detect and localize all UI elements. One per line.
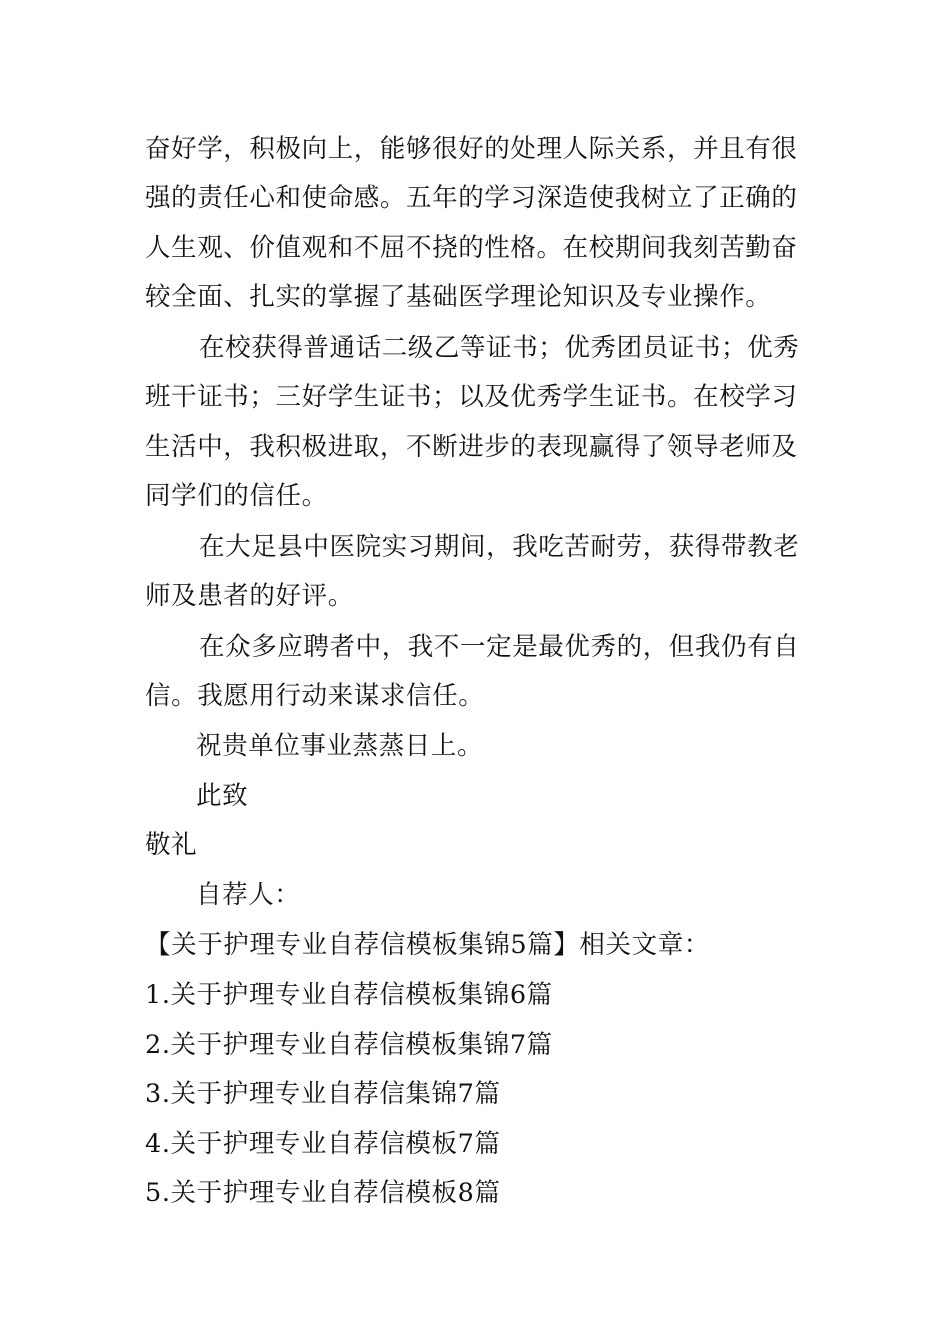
body-text-line: 强的责任心和使命感。五年的学习深造使我树立了正确的: [145, 183, 798, 213]
closing-cizhi: 此致: [196, 781, 249, 811]
paragraph-certificates-start: 在校获得普通话二级乙等证书；优秀团员证书；优秀: [199, 333, 800, 363]
related-article-link[interactable]: 4.关于护理专业自荐信模板7篇: [145, 1129, 501, 1159]
body-text-line: 较全面、扎实的掌握了基础医学理论知识及专业操作。: [145, 282, 772, 312]
related-article-link[interactable]: 1.关于护理专业自荐信模板集锦6篇: [145, 980, 553, 1010]
paragraph-confidence-start: 在众多应聘者中，我不一定是最优秀的，但我仍有自: [199, 632, 800, 662]
closing-wish: 祝贵单位事业蒸蒸日上。: [196, 731, 484, 761]
body-text-line: 信。我愿用行动来谋求信任。: [145, 681, 485, 711]
body-text-line: 人生观、价值观和不屈不挠的性格。在校期间我刻苦勤奋: [145, 233, 798, 263]
body-text-line: 班干证书；三好学生证书；以及优秀学生证书。在校学习: [145, 382, 798, 412]
related-articles-heading: 【关于护理专业自荐信模板集锦5篇】相关文章：: [145, 930, 710, 960]
signature-label: 自荐人：: [196, 880, 301, 910]
related-article-link[interactable]: 3.关于护理专业自荐信集锦7篇: [145, 1079, 501, 1109]
body-text-line: 师及患者的好评。: [145, 581, 354, 611]
closing-jingli: 敬礼: [145, 830, 198, 860]
related-article-link[interactable]: 5.关于护理专业自荐信模板8篇: [145, 1178, 501, 1208]
body-text-line: 奋好学，积极向上，能够很好的处理人际关系，并且有很: [145, 134, 798, 164]
body-text-line: 生活中，我积极进取，不断进步的表现赢得了领导老师及: [145, 432, 798, 462]
paragraph-internship-start: 在大足县中医院实习期间，我吃苦耐劳，获得带教老: [199, 532, 800, 562]
body-text-line: 同学们的信任。: [145, 481, 328, 511]
related-article-link[interactable]: 2.关于护理专业自荐信模板集锦7篇: [145, 1030, 553, 1060]
